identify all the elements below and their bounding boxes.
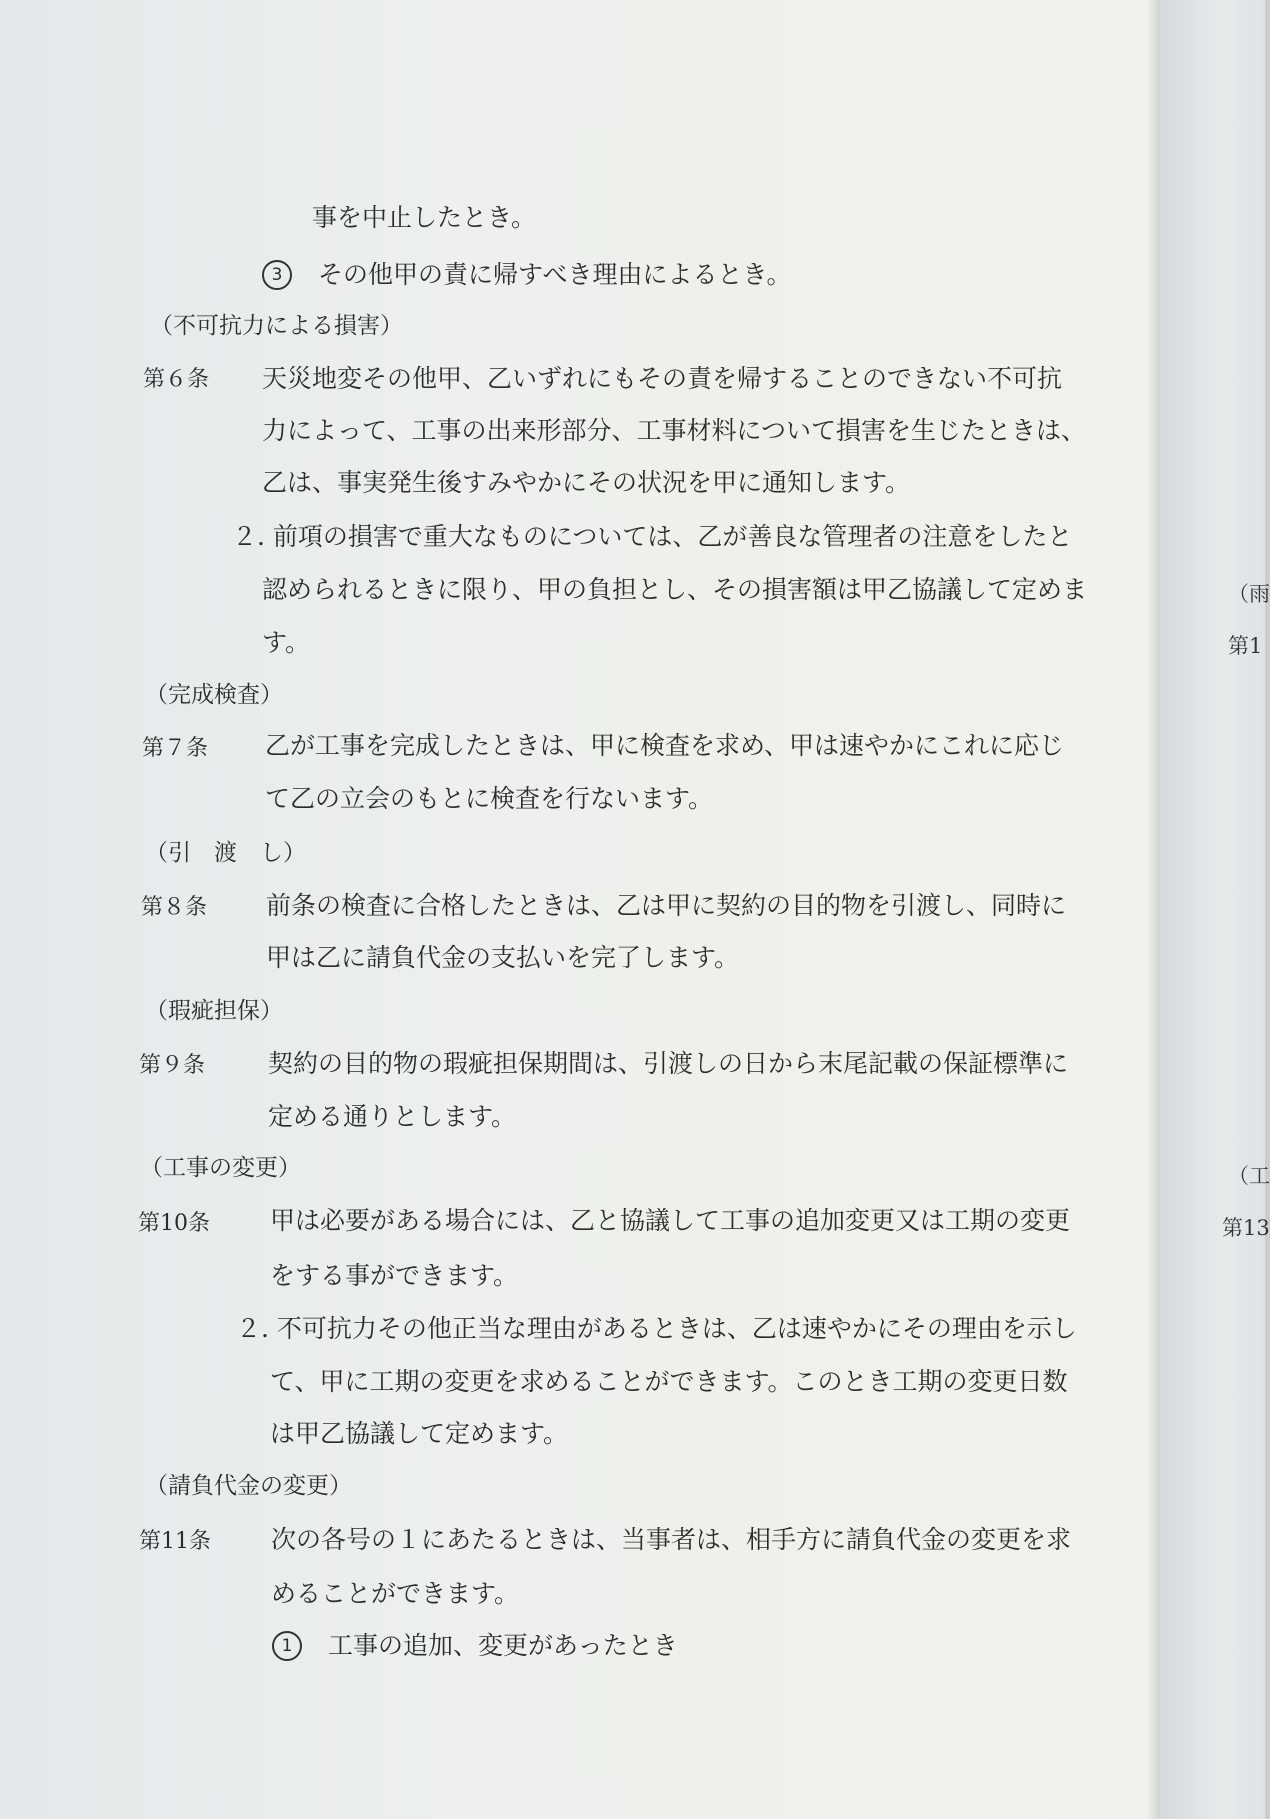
article-heading: （完成検査）: [145, 682, 283, 708]
adjacent-page-text: （雨: [1228, 582, 1270, 606]
adjacent-page-text: （工: [1228, 1164, 1270, 1188]
article-label: 第９条: [139, 1053, 206, 1078]
text-line: 力によって、工事の出来形部分、工事材料について損害を生じたときは、: [262, 416, 1087, 445]
circled-number-3: 3: [262, 260, 292, 290]
text-line: 前条の検査に合格したときは、乙は甲に契約の目的物を引渡し、同時に: [266, 891, 1067, 920]
text-line: 乙は、事実発生後すみやかにその状況を甲に通知します。: [262, 468, 911, 497]
text-line: 事を中止したとき。: [312, 203, 537, 232]
article-heading: （不可抗力による損害）: [150, 313, 403, 339]
text-line: す。: [262, 628, 311, 657]
text-line: をする事ができます。: [270, 1261, 519, 1290]
article-heading: （請負代金の変更）: [145, 1473, 352, 1499]
text-line: その他甲の責に帰すべき理由によるとき。: [318, 260, 792, 289]
article-label: 第６条: [143, 367, 210, 392]
text-line: 定める通りとします。: [268, 1102, 517, 1131]
text-line: 甲は乙に請負代金の支払いを完了します。: [266, 943, 740, 972]
circled-number-1: 1: [272, 1631, 302, 1661]
article-label: 第７条: [142, 736, 209, 761]
adjacent-page-edge: [1160, 0, 1270, 1819]
article-label: 第８条: [141, 895, 208, 920]
text-line: 認められるときに限り、甲の負担とし、その損害額は甲乙協議して定めま: [262, 575, 1088, 604]
text-line: て乙の立会のもとに検査を行ないます。: [265, 784, 714, 813]
text-line: 工事の追加、変更があったとき: [328, 1631, 678, 1660]
text-line: 甲は必要がある場合には、乙と協議して工事の追加変更又は工期の変更: [270, 1206, 1071, 1235]
article-heading: （工事の変更）: [140, 1155, 301, 1181]
article-heading: （瑕疵担保）: [145, 998, 283, 1024]
article-label: 第11条: [139, 1529, 211, 1554]
text-line: ２. 前項の損害で重大なものについては、乙が善良な管理者の注意をしたと: [232, 522, 1073, 551]
text-line: 契約の目的物の瑕疵担保期間は、引渡しの日から末尾記載の保証標準に: [268, 1049, 1069, 1078]
text-line: ２. 不可抗力その他正当な理由があるときは、乙は速やかにその理由を示し: [236, 1314, 1077, 1343]
text-line: めることができます。: [271, 1579, 520, 1608]
text-line: 次の各号の１にあたるときは、当事者は、相手方に請負代金の変更を求: [271, 1525, 1072, 1554]
text-line: て、甲に工期の変更を求めることができます。このとき工期の変更日数: [270, 1367, 1068, 1396]
text-line: は甲乙協議して定めます。: [270, 1419, 569, 1448]
article-label: 第10条: [138, 1211, 210, 1236]
article-heading: （引 渡 し）: [145, 840, 306, 866]
text-line: 天災地変その他甲、乙いずれにもその責を帰することのできない不可抗: [262, 364, 1063, 393]
text-line: 乙が工事を完成したときは、甲に検査を求め、甲は速やかにこれに応じ: [265, 731, 1065, 760]
adjacent-page-text: 第13: [1222, 1216, 1270, 1240]
adjacent-page-text: 第1: [1228, 634, 1263, 658]
